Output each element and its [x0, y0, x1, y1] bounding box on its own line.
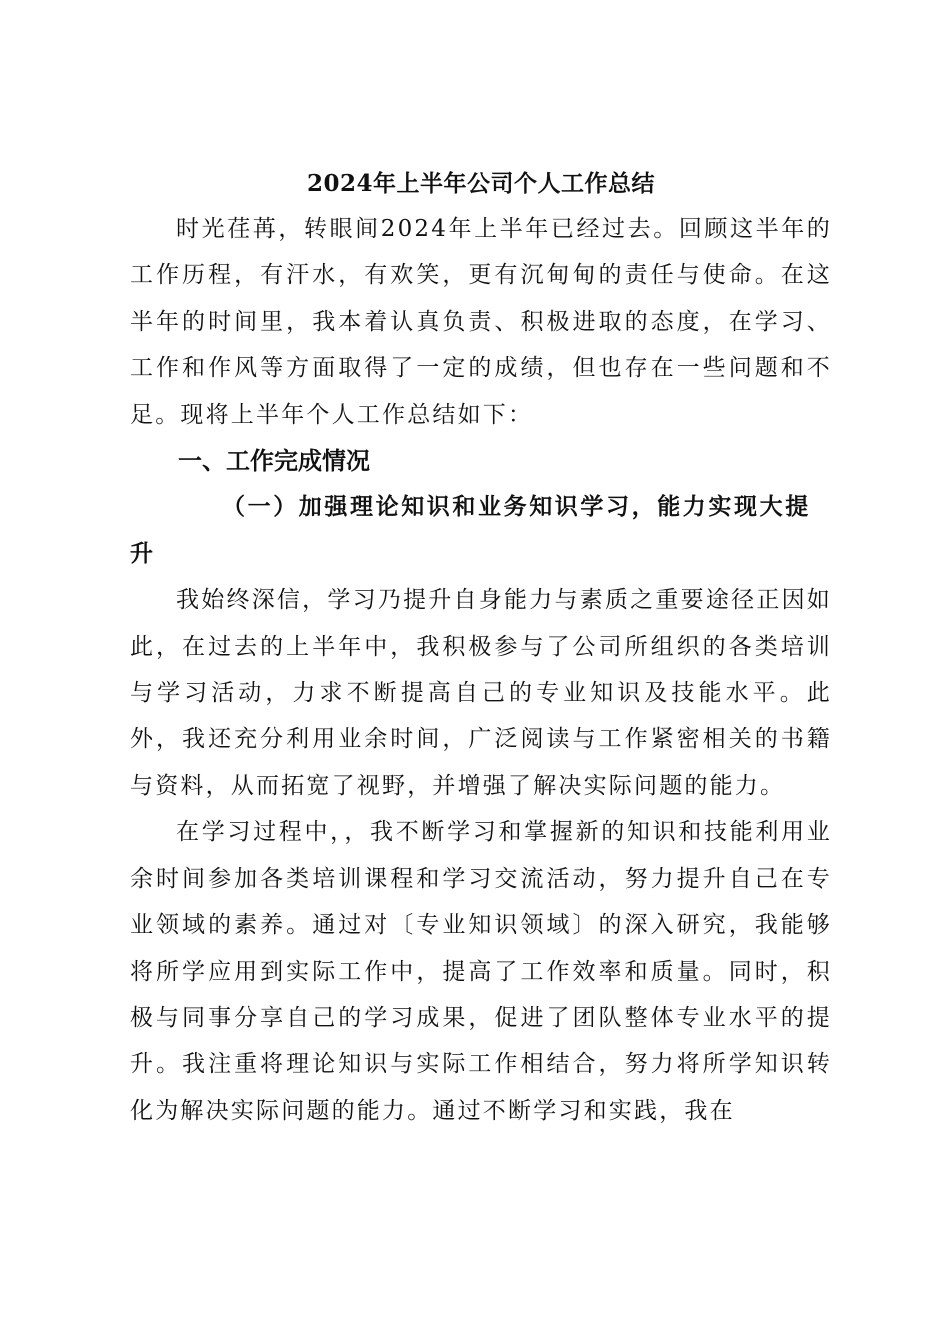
document-page	[130, 162, 832, 1134]
body-paragraph-2: 在学习过程中，，我不断学习和掌握新的知识和技能利用业余时间参加各类培训课程和学习交流活动，努力提升自己在专业领域的素养。通过对〔专业知识领域〕的深入研究，我能够将所学应用到实际工作中，提高了工作效率和质量。同时，积极与同事分享自己的学习成果，促进了团队整体专业水平的提升。我注重将理论知识与实际工作相结合，努力将所学知识转化为解决实际问题的能力。通过不断学习和实践，我在	[130, 819, 832, 1124]
intro-paragraph: 时光荏苒，转眼间2024年上半年已经过去。回顾这半年的工作历程，有汗水，有欢笑，更有沉甸甸的责任与使命。在这半年的时间里，我本着认真负责、积极进取的态度，在学习、工作和作风等方面取得了一定的成绩，但也存在一些问题和不足。现将上半年个人工作总结如下：	[130, 216, 832, 428]
body-paragraph-1: 我始终深信，学习乃提升自身能力与素质之重要途径正因如此，在过去的上半年中，我积极参与了公司所组织的各类培训与学习活动，力求不断提高自己的专业知识及技能水平。此外，我还充分利用业余时间，广泛阅读与工作紧密相关的书籍与资料，从而拓宽了视野，并增强了解决实际问题的能力。	[130, 587, 832, 799]
section-heading: 一、工作完成情况	[178, 447, 370, 476]
subsection-heading: （一）加强理论知识和业务知识学习，能力实现大提升	[130, 493, 811, 567]
document-title: 2024年上半年公司个人工作总结	[306, 170, 655, 197]
